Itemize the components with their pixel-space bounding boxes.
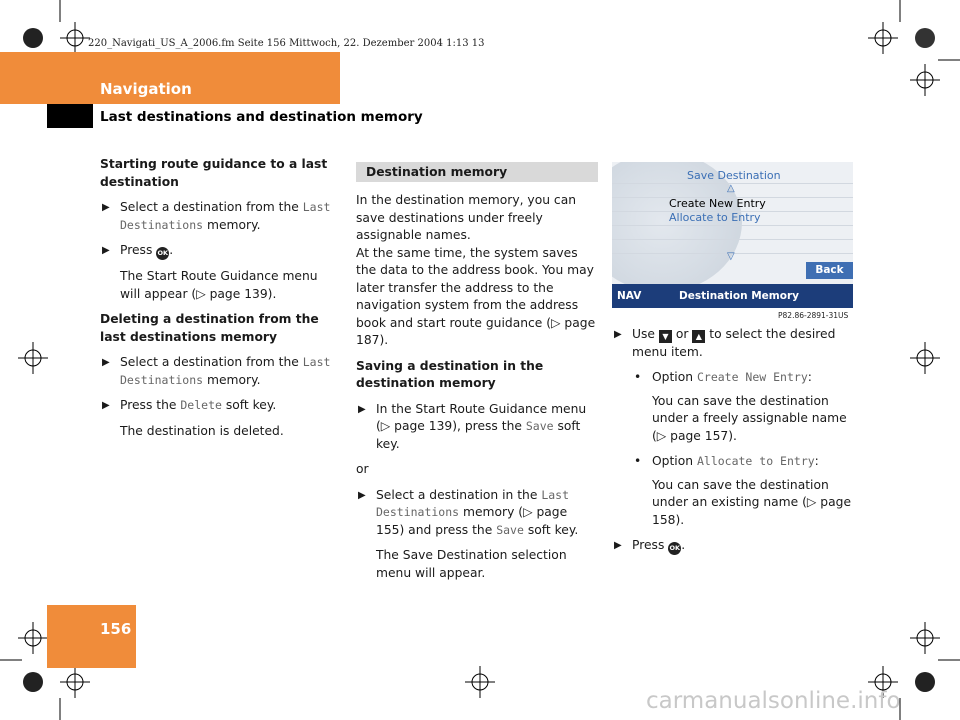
menu-item-create-new-entry: Create New Entry [669,197,766,210]
code-allocate-to-entry: Allocate to Entry [696,454,815,468]
heading-saving: Saving a destination in the destination memory [356,358,544,390]
note-save-menu: The Save Destination selection menu will appear. [376,548,567,580]
back-softkey: Back [806,262,853,279]
step-arrow-icon: ▶ [614,540,622,551]
screen-title: Save Destination [687,169,781,182]
up-key-icon: ▲ [692,330,705,343]
section-title: Navigation [100,80,192,98]
code-save: Save [496,522,524,537]
step-press-save: ▶ In the Start Route Guidance menu (▷ page 139), press the Save soft key. [358,401,587,451]
note-start-route: The Start Route Guidance menu will appear (▷ page 139). [120,269,318,301]
step-press-ok: ▶ Press OK. [100,242,335,260]
step-arrow-icon: ▶ [102,357,110,368]
code-last-destinations: Last Destinations [120,200,331,232]
nav-label: NAV [617,290,642,302]
step-press-ok-final: ▶ Press OK. [612,537,857,555]
step-select-in-last: ▶ Select a destination in the Last Destinations memory (▷ page 155) and press the Save soft key. [358,487,579,537]
column-1 [100,156,335,448]
code-create-new-entry: Create New Entry [696,370,808,384]
code-save: Save [525,419,554,433]
heading-delete: Deleting a destination from the last destinations memory [100,312,319,344]
down-key-icon: ▼ [659,330,672,343]
step-arrow-icon: ▶ [102,245,110,256]
intro-paragraph: In the destination memory, you can save destinations under freely assignable names. At the same time, the system saves the data to the address book. You may later transfer the address to the navigation system from the address book and start route guidance (▷ page 187). [356,193,596,347]
navigation-screen-image [612,162,853,308]
step-arrow-icon: ▶ [102,400,110,411]
destination-memory-label: Destination Memory [679,290,799,302]
ok-button-icon: OK [668,542,681,555]
option-create-desc: You can save the destination under a freely assignable name (▷ page 157). [652,393,847,443]
code-last-destinations: Last Destinations [376,487,570,519]
subsection-title: Last destinations and destination memory [100,109,423,125]
step-use-keys: ▶ Use ▼ or ▲ to select the desired menu item. [614,327,836,359]
bullet-icon: • [634,454,642,468]
scroll-up-icon: △ [727,183,735,194]
step-arrow-icon: ▶ [614,329,622,340]
note-deleted: The destination is deleted. [120,423,284,438]
watermark: carmanualsonline.info [646,688,901,714]
step-select-last: ▶ Select a destination from the Last Destinations memory. [102,200,331,232]
step-arrow-icon: ▶ [102,202,110,213]
bullet-icon: • [634,370,642,384]
code-delete: Delete [180,398,222,412]
step-arrow-icon: ▶ [358,403,366,415]
column-3 [612,326,857,563]
menu-item-allocate-to-entry: Allocate to Entry [669,211,761,224]
scroll-down-icon: ▽ [727,251,735,262]
code-last-destinations: Last Destinations [120,355,331,387]
column-2 [356,162,598,590]
heading-start-route: Starting route guidance to a last destination [100,157,328,189]
ok-button-icon: OK [156,247,169,260]
screen-status-bar [612,284,853,308]
section-tab-marker [47,104,93,128]
step-press-delete: ▶ Press the Delete soft key. [100,397,335,415]
print-info-line: 220_Navigati_US_A_2006.fm Seite 156 Mittwoch, 22. Dezember 2004 1:13 13 [88,38,485,49]
image-code: P82.86-2891-31US [778,311,849,320]
option-create-new-entry: • Option Create New Entry: [612,369,857,387]
step-select-last-2: ▶ Select a destination from the Last Destinations memory. [102,355,331,387]
or-text: or [356,462,369,476]
option-allocate-to-entry: • Option Allocate to Entry: [612,453,857,471]
box-title-destination-memory: Destination memory [356,162,598,182]
step-arrow-icon: ▶ [358,489,366,501]
page-number: 156 [100,620,132,638]
option-allocate-desc: You can save the destination under an existing name (▷ page 158). [652,477,852,527]
